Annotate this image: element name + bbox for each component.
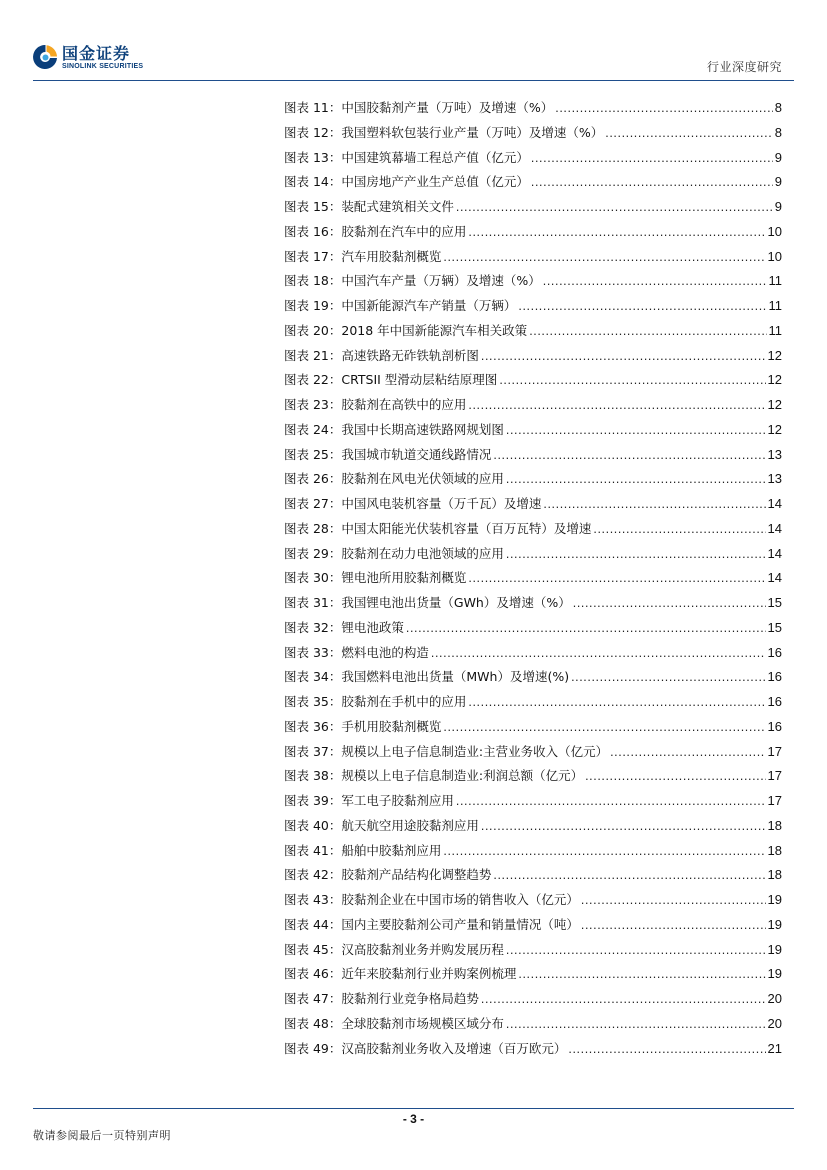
toc-figure-label: 图表 36： <box>284 718 342 734</box>
toc-entry[interactable] <box>284 568 782 593</box>
toc-figure-label: 图表 25： <box>284 446 342 462</box>
toc-entry[interactable] <box>284 692 782 717</box>
toc-page-number: 8 <box>774 100 782 115</box>
toc-figure-title: 燃料电池的构造 <box>341 644 429 660</box>
toc-figure-label: 图表 41： <box>284 842 342 858</box>
toc-figure-title: 航天航空用途胶黏剂应用 <box>341 817 479 833</box>
toc-page-number: 17 <box>767 743 782 759</box>
toc-entry[interactable] <box>284 544 782 569</box>
toc-page-number: 10 <box>767 223 782 239</box>
toc-figure-label: 图表 34： <box>284 669 342 685</box>
toc-entry[interactable] <box>284 197 782 222</box>
toc-dot-leader <box>529 324 766 338</box>
toc-page-number: 21 <box>767 1040 782 1056</box>
toc-figure-title: 中国建筑幕墙工程总产值（亿元） <box>341 149 529 165</box>
toc-entry[interactable] <box>284 742 782 767</box>
toc-dot-leader <box>481 819 766 833</box>
toc-figure-title: 胶黏剂企业在中国市场的销售收入（亿元） <box>341 892 579 907</box>
toc-figure-label: 图表 17： <box>284 248 342 264</box>
toc-dot-leader <box>506 472 766 486</box>
toc-entry[interactable] <box>284 346 782 371</box>
toc-figure-title: 规模以上电子信息制造业:主营业务收入（亿元） <box>341 743 609 759</box>
toc-dot-leader <box>605 126 772 140</box>
toc-figure-label: 图表 47： <box>284 991 342 1006</box>
toc-entry[interactable] <box>284 890 782 915</box>
toc-page-number: 18 <box>767 817 782 833</box>
toc-figure-title: 2018 年中国新能源汽车相关政策 <box>341 322 528 338</box>
toc-entry[interactable] <box>284 717 782 742</box>
toc-entry[interactable] <box>284 643 782 668</box>
toc-entry[interactable] <box>284 791 782 816</box>
toc-entry[interactable] <box>284 123 782 148</box>
toc-dot-leader <box>531 175 773 189</box>
toc-page-number: 13 <box>767 471 782 487</box>
toc-entry[interactable] <box>284 321 782 346</box>
toc-figure-title: 汉高胶黏剂业务收入及增速（百万欧元） <box>341 1040 567 1056</box>
toc-dot-leader <box>581 893 766 907</box>
toc-figure-title: 汽车用胶黏剂概览 <box>341 248 442 264</box>
toc-dot-leader <box>506 423 766 437</box>
toc-page-number: 9 <box>774 199 782 214</box>
toc-dot-leader <box>531 151 773 165</box>
toc-page-number: 16 <box>767 718 782 734</box>
toc-entry[interactable] <box>284 964 782 989</box>
toc-dot-leader <box>493 448 765 462</box>
toc-figure-label: 图表 13： <box>284 149 342 165</box>
toc-figure-title: 胶黏剂在高铁中的应用 <box>341 397 467 412</box>
toc-figure-title: 我国锂电池出货量（GWh）及增速（%） <box>341 595 571 610</box>
toc-figure-title: 高速铁路无砟铁轨剖析图 <box>341 347 479 363</box>
toc-figure-title: 中国汽车产量（万辆）及增速（%） <box>341 273 541 289</box>
toc-figure-label: 图表 14： <box>284 174 342 190</box>
toc-page-number: 16 <box>767 694 782 709</box>
toc-dot-leader <box>443 720 765 734</box>
header-divider <box>33 80 794 81</box>
toc-figure-title: 胶黏剂在手机中的应用 <box>341 694 467 709</box>
toc-page-number: 14 <box>767 545 782 561</box>
toc-figure-title: 胶黏剂产品结构化调整趋势 <box>341 867 492 883</box>
toc-figure-title: 中国太阳能光伏装机容量（百万瓦特）及增速 <box>341 520 592 536</box>
toc-entry[interactable] <box>284 816 782 841</box>
toc-figure-title: 中国新能源汽车产销量（万辆） <box>341 298 517 313</box>
figure-table-of-contents <box>284 98 782 1063</box>
toc-figure-label: 图表 29： <box>284 545 342 561</box>
toc-entry[interactable] <box>284 667 782 692</box>
toc-figure-title: 手机用胶黏剂概览 <box>341 718 442 734</box>
toc-figure-label: 图表 39： <box>284 793 342 808</box>
toc-entry[interactable] <box>284 271 782 296</box>
toc-page-number: 18 <box>767 842 782 858</box>
brand-name-cn: 国金证券 <box>62 43 131 63</box>
toc-page-number: 14 <box>767 570 782 586</box>
toc-figure-label: 图表 21： <box>284 347 342 363</box>
toc-dot-leader <box>468 571 765 585</box>
toc-entry[interactable] <box>284 469 782 494</box>
toc-figure-label: 图表 44： <box>284 916 342 932</box>
toc-figure-label: 图表 49： <box>284 1040 342 1056</box>
toc-page-number: 11 <box>768 322 782 338</box>
sinolink-logo-icon <box>33 44 58 71</box>
toc-dot-leader <box>518 299 766 313</box>
toc-entry[interactable] <box>284 445 782 470</box>
toc-dot-leader <box>543 274 767 288</box>
toc-dot-leader <box>506 943 766 957</box>
brand-logo <box>33 44 143 71</box>
toc-page-number: 11 <box>768 298 782 313</box>
toc-page-number: 20 <box>767 1015 782 1031</box>
toc-figure-title: 军工电子胶黏剂应用 <box>341 793 454 808</box>
toc-page-number: 15 <box>767 595 782 610</box>
toc-figure-label: 图表 26： <box>284 471 342 487</box>
toc-entry[interactable] <box>284 296 782 321</box>
footer-divider <box>33 1108 794 1109</box>
toc-figure-title: 规模以上电子信息制造业:利润总额（亿元） <box>341 768 584 784</box>
toc-dot-leader <box>431 646 766 660</box>
toc-figure-title: 中国风电装机容量（万千瓦）及增速 <box>341 496 542 511</box>
toc-dot-leader <box>456 200 773 214</box>
toc-figure-label: 图表 12： <box>284 124 342 140</box>
toc-figure-label: 图表 28： <box>284 520 342 536</box>
toc-entry[interactable] <box>284 865 782 890</box>
toc-figure-title: 中国房地产产业生产总值（亿元） <box>341 174 529 190</box>
toc-page-number: 12 <box>767 372 782 388</box>
toc-figure-label: 图表 18： <box>284 273 342 289</box>
toc-dot-leader <box>506 547 766 561</box>
toc-entry[interactable] <box>284 370 782 395</box>
toc-page-number: 19 <box>767 916 782 932</box>
toc-dot-leader <box>543 497 765 511</box>
toc-figure-label: 图表 15： <box>284 199 342 214</box>
toc-page-number: 12 <box>767 397 782 412</box>
toc-dot-leader <box>571 670 765 684</box>
toc-dot-leader <box>506 1017 766 1031</box>
toc-dot-leader <box>456 794 766 808</box>
toc-entry[interactable] <box>284 841 782 866</box>
toc-page-number: 15 <box>767 619 782 635</box>
toc-entry[interactable] <box>284 940 782 965</box>
toc-figure-label: 图表 43： <box>284 892 342 907</box>
toc-figure-title: 船舶中胶黏剂应用 <box>341 842 442 858</box>
toc-page-number: 19 <box>767 892 782 907</box>
toc-figure-label: 图表 37： <box>284 743 342 759</box>
toc-page-number: 9 <box>774 149 782 165</box>
page-number: - 3 - <box>402 1112 425 1126</box>
toc-figure-label: 图表 46： <box>284 966 342 982</box>
toc-entry[interactable] <box>284 519 782 544</box>
toc-entry[interactable] <box>284 222 782 247</box>
toc-figure-label: 图表 31： <box>284 595 342 610</box>
toc-dot-leader <box>468 398 765 412</box>
toc-figure-label: 图表 40： <box>284 817 342 833</box>
toc-figure-label: 图表 19： <box>284 298 342 313</box>
toc-page-number: 10 <box>767 248 782 264</box>
toc-figure-label: 图表 11： <box>284 100 342 115</box>
toc-figure-label: 图表 27： <box>284 496 342 511</box>
toc-figure-label: 图表 16： <box>284 223 342 239</box>
toc-dot-leader <box>555 101 772 115</box>
toc-page-number: 14 <box>767 496 782 511</box>
toc-dot-leader <box>493 868 765 882</box>
toc-figure-title: 胶黏剂在动力电池领域的应用 <box>341 545 504 561</box>
toc-dot-leader <box>610 745 765 759</box>
toc-page-number: 11 <box>768 273 782 289</box>
toc-dot-leader <box>573 596 766 610</box>
toc-entry[interactable] <box>284 494 782 519</box>
toc-figure-label: 图表 32： <box>284 619 342 635</box>
toc-figure-label: 图表 38： <box>284 768 342 784</box>
toc-page-number: 14 <box>767 520 782 536</box>
toc-dot-leader <box>468 225 765 239</box>
toc-dot-leader <box>499 373 765 387</box>
toc-entry[interactable] <box>284 148 782 173</box>
toc-dot-leader <box>581 918 766 932</box>
toc-figure-title: 我国燃料电池出货量（MWh）及增速(%) <box>341 669 570 685</box>
toc-figure-label: 图表 20： <box>284 322 342 338</box>
toc-dot-leader <box>568 1042 765 1056</box>
toc-figure-title: 中国胶黏剂产量（万吨）及增速（%） <box>341 100 554 115</box>
toc-page-number: 19 <box>767 941 782 957</box>
toc-dot-leader <box>468 695 765 709</box>
toc-figure-label: 图表 30： <box>284 570 342 586</box>
toc-page-number: 17 <box>767 768 782 784</box>
toc-entry[interactable] <box>284 98 782 123</box>
toc-page-number: 12 <box>767 421 782 437</box>
toc-figure-title: 国内主要胶黏剂公司产量和销量情况（吨） <box>341 916 579 932</box>
toc-page-number: 13 <box>767 446 782 462</box>
toc-figure-label: 图表 23： <box>284 397 342 412</box>
toc-page-number: 9 <box>774 174 782 190</box>
toc-figure-title: 锂电池政策 <box>341 619 404 635</box>
toc-figure-title: 锂电池所用胶黏剂概览 <box>341 570 467 586</box>
toc-figure-label: 图表 42： <box>284 867 342 883</box>
toc-page-number: 17 <box>767 793 782 808</box>
brand-name-en: SINOLINK SECURITIES <box>62 62 144 70</box>
toc-entry[interactable] <box>284 593 782 618</box>
toc-page-number: 16 <box>767 669 782 685</box>
toc-figure-label: 图表 33： <box>284 644 342 660</box>
toc-figure-title: 汉高胶黏剂业务并购发展历程 <box>341 941 504 957</box>
toc-figure-title: 近年来胶黏剂行业并购案例梳理 <box>341 966 517 982</box>
toc-entry[interactable] <box>284 395 782 420</box>
toc-entry[interactable] <box>284 915 782 940</box>
toc-dot-leader <box>518 967 765 981</box>
toc-dot-leader <box>443 844 765 858</box>
toc-figure-label: 图表 48： <box>284 1015 342 1031</box>
toc-page-number: 20 <box>767 991 782 1006</box>
toc-entry[interactable] <box>284 766 782 791</box>
toc-figure-title: 全球胶黏剂市场规模区域分布 <box>341 1015 504 1031</box>
toc-entry[interactable] <box>284 989 782 1014</box>
toc-page-number: 8 <box>774 124 782 140</box>
toc-figure-label: 图表 35： <box>284 694 342 709</box>
toc-figure-title: 胶黏剂行业竞争格局趋势 <box>341 991 479 1006</box>
toc-dot-leader <box>481 349 766 363</box>
toc-dot-leader <box>593 522 765 536</box>
toc-figure-label: 图表 45： <box>284 941 342 957</box>
toc-dot-leader <box>585 769 765 783</box>
toc-entry[interactable] <box>284 247 782 272</box>
toc-dot-leader <box>443 250 765 264</box>
toc-entry[interactable] <box>284 172 782 197</box>
toc-figure-title: 我国中长期高速铁路网规划图 <box>341 421 504 437</box>
toc-entry[interactable] <box>284 1014 782 1039</box>
toc-entry[interactable] <box>284 420 782 445</box>
toc-dot-leader <box>481 992 766 1006</box>
toc-figure-title: 装配式建筑相关文件 <box>341 199 454 214</box>
toc-figure-title: CRTSII 型滑动层粘结原理图 <box>341 372 498 388</box>
toc-dot-leader <box>406 621 766 635</box>
toc-figure-title: 胶黏剂在汽车中的应用 <box>341 223 467 239</box>
toc-figure-title: 胶黏剂在风电光伏领域的应用 <box>341 471 504 487</box>
toc-figure-label: 图表 22： <box>284 372 342 388</box>
toc-page-number: 12 <box>767 347 782 363</box>
document-type: 行业深度研究 <box>706 60 782 74</box>
toc-figure-title: 我国塑料软包装行业产量（万吨）及增速（%） <box>341 124 604 140</box>
toc-page-number: 18 <box>767 867 782 883</box>
toc-figure-label: 图表 24： <box>284 421 342 437</box>
toc-entry[interactable] <box>284 618 782 643</box>
toc-figure-title: 我国城市轨道交通线路情况 <box>341 446 492 462</box>
disclaimer-note: 敬请参阅最后一页特别声明 <box>33 1129 171 1142</box>
toc-page-number: 16 <box>767 644 782 660</box>
toc-page-number: 19 <box>767 966 782 982</box>
toc-entry[interactable] <box>284 1039 782 1064</box>
